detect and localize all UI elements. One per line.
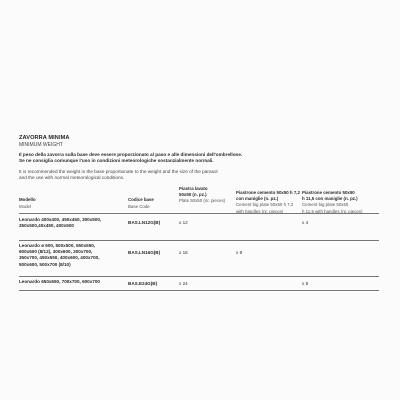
table-rule-row-3	[19, 290, 379, 291]
column-header-model	[19, 197, 36, 209]
note-english-line-2: and the use with normal meteorological conditions.	[19, 174, 125, 180]
header-section	[19, 135, 379, 181]
row-2-base-code: BAS.LN16G(B)	[128, 250, 161, 255]
column-header-big72-en-1: Cement big plate 50x50 h 7,2	[236, 202, 294, 208]
row-3-model-line-1: Leonardo 650x650, 700x700, 600x700	[19, 279, 100, 284]
row-3-big115-qty: x 8	[302, 281, 309, 286]
note-italian	[19, 152, 379, 165]
row-3-model	[19, 279, 100, 285]
column-header-code-it: Codice base	[128, 197, 154, 202]
column-header-plate	[179, 186, 225, 204]
row-2-model-line-4: 500x600, 500x700 (8/10)	[19, 261, 71, 267]
column-header-big-plate-72	[236, 190, 300, 214]
column-header-big115-en-1: Cement big plate 50x50	[302, 202, 349, 208]
column-header-big72-en-2: with handles (nr. pieces)	[236, 208, 284, 214]
row-2-plate-qty: x 16	[179, 250, 188, 255]
note-english-line-1: It is recommended the weight in the base proportionate to the weight and the size of the parasol	[19, 168, 218, 174]
row-3-plate-qty: x 24	[179, 281, 188, 286]
column-header-big115-it-2: h 11,5 con maniglie (n. pz.)	[302, 195, 358, 201]
column-header-big115-en-2: h 11,5 with handles (nr. pieces)	[302, 208, 363, 214]
table-rule-row-1	[19, 240, 379, 241]
column-header-code-en: Base Code	[128, 203, 150, 209]
column-header-big-plate-115	[302, 190, 362, 214]
page-subtitle: MINIMUM WEIGHT	[19, 142, 63, 148]
row-2-model-line-1: Leonardo ø 600, 500x500, 550x550,	[19, 243, 96, 248]
column-header-plate-it-2: 50x50 (n. pz.)	[179, 191, 207, 197]
row-1-big115-qty: x 4	[302, 220, 309, 225]
column-header-plate-it-1: Piastra lavato	[179, 186, 208, 191]
row-1-plate-qty: x 12	[179, 220, 188, 225]
row-2-big72-qty: x 8	[236, 250, 243, 255]
column-header-big72-it-1: Piastrone cemento 50x50 h 7,2	[236, 190, 300, 195]
note-italian-line-1: Il peso della zavorra sulla base deve essere proporzionato al paso e alle dimensioni dell'ombrellone.	[19, 152, 243, 157]
row-3-base-code: BAS.E24G(B)	[128, 281, 158, 286]
table-rule-row-2	[19, 276, 379, 277]
column-header-plate-en: Plate 50x50 (nr. pieces)	[179, 198, 226, 204]
row-2-model-line-2: 600x600 (8/12), 300x600, 300x700,	[19, 249, 93, 255]
row-1-base-code: BAS.LN12G(B)	[128, 220, 161, 225]
column-header-model-en: Model	[19, 203, 31, 209]
row-1-model-line-2: 350x500,40x450, 400x500	[19, 223, 74, 229]
column-header-big115-it-1: Piastrone cemento 50x50	[302, 190, 355, 195]
row-2-model	[19, 243, 99, 268]
column-header-model-it: Modello	[19, 197, 36, 202]
column-header-big72-it-2: con maniglie (n. pz.)	[236, 195, 279, 201]
row-1-model-line-1: Leonardo 400x400, 450x450, 300x500,	[19, 217, 102, 222]
table-rule-header	[19, 213, 379, 214]
page-title: ZAVORRA MINIMA	[19, 135, 70, 141]
row-2-model-line-3: 350x700, 450x550, 400x600, 400x700,	[19, 255, 100, 261]
column-header-code	[128, 197, 154, 209]
row-1-model	[19, 217, 101, 229]
note-italian-line-2: Se ne consiglia comunque l'uso in condizioni meteorologiche sostanzialmente normali.	[19, 158, 214, 164]
note-english	[19, 169, 379, 182]
